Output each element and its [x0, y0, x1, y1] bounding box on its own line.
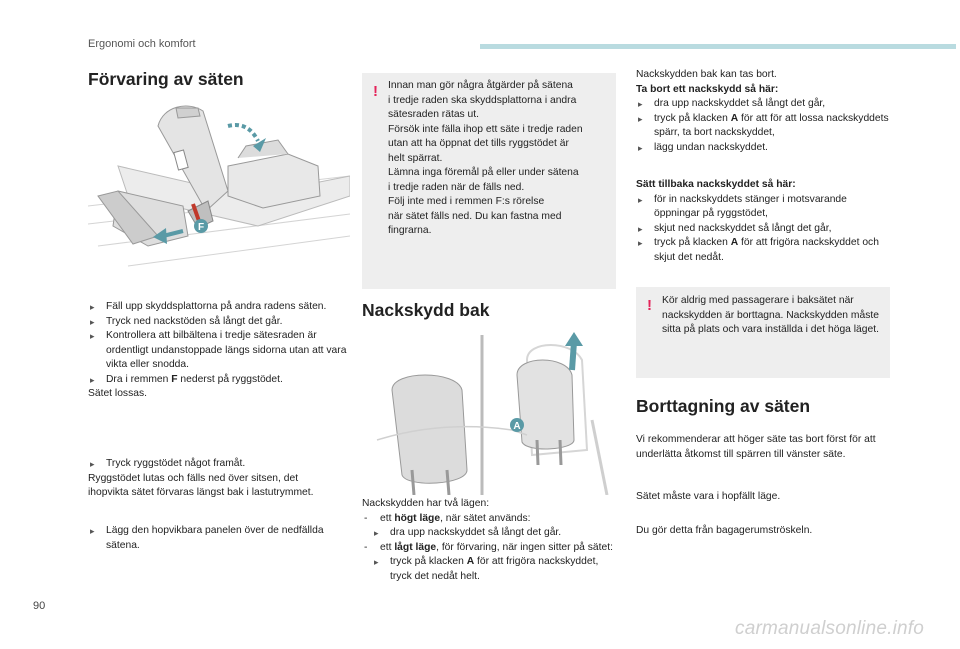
step-text-2: nederst på ryggstödet. [177, 373, 283, 385]
list-item: ▸ dra upp nackskyddet så långt det går, [636, 97, 892, 112]
high-prefix: ett [380, 512, 395, 524]
warning-line: i tredje raden när de fälls ned. [388, 181, 525, 193]
warning-line: fingrarna. [388, 225, 432, 236]
list-item [636, 112, 892, 141]
storage-steps-c [88, 524, 338, 553]
remove-title: Ta bort ett nackskydd så här: [636, 83, 779, 95]
high-rest: , när sätet används: [440, 512, 531, 524]
removal-p3: Du gör detta från bagagerumströskeln. [636, 525, 813, 536]
list-item: ▸ Lägg den hopvikbara panelen över de nedfällda sätena. [88, 524, 338, 553]
headrest-positions [362, 497, 618, 584]
removal-p1: Vi rekommenderar att höger säte tas bort först för att underlätta åtkomst till spärren till vänster säte. [636, 434, 876, 460]
low-rest: , för förvaring, när ingen sitter på sätet: [436, 541, 613, 553]
storage-steps-a [88, 300, 348, 402]
list-item [362, 512, 618, 527]
warning-line: i tredje raden ska skyddsplattorna i andra [388, 94, 577, 106]
figure-label-a: A [513, 421, 521, 432]
low-prefix: ett [380, 541, 395, 553]
warning-text: Kör aldrig med passagerare i baksätet när nackskydden är borttagna. Nackskydden måste sitta på plats och vara inställda i det höga läget. [662, 295, 879, 335]
warning-icon: ! [373, 83, 378, 100]
list-item: ▸ dra upp nackskyddet så långt det går. [362, 526, 618, 541]
watermark: carmanualsonline.info [735, 618, 925, 639]
storage-title: Förvaring av säten [88, 69, 244, 89]
low-step-text-1: tryck på klacken [390, 556, 467, 567]
warning-text [388, 79, 610, 239]
warning-line: när sätet fälls ned. Du kan fastna med [388, 210, 562, 222]
low-step-text-2: för att frigöra nackskyddet, tryck det nedåt helt. [390, 556, 599, 582]
storage-steps-b [88, 457, 338, 501]
strap-label: F [171, 373, 178, 385]
list-item: ▸ skjut ned nackskyddet så långt det går, [636, 222, 892, 237]
warning-line: helt spärrat. [388, 152, 443, 164]
section-header: Ergonomi och komfort [88, 38, 196, 50]
low-position-label: lågt läge [394, 541, 437, 553]
headrest-refit [636, 178, 892, 265]
list-item [636, 236, 892, 265]
list-item [362, 541, 618, 556]
removal-title: Borttagning av säten [636, 396, 811, 416]
list-item: ▸ lägg undan nackskyddet. [636, 141, 892, 156]
refit-step-text-1: tryck på klacken [654, 237, 731, 248]
remove-step-text-2: för att för att lossa nackskyddets spärr, ta bort nackskyddet, [654, 112, 889, 138]
list-item [362, 555, 618, 584]
warning-icon: ! [647, 297, 652, 314]
list-item: ▸ Kontrollera att bilbältena i tredje sätesraden är ordentligt undanstoppade längs sidorna utan att vara vikta eller snodda. [88, 329, 348, 373]
headrest-illustration [362, 330, 616, 495]
warning-box-seats [362, 73, 616, 289]
warning-line: utan att ha öppnat det tills ryggstödet är [388, 138, 569, 149]
warning-line: Lämna inga föremål på eller under sätena [388, 167, 579, 178]
header-bar [480, 44, 956, 49]
list-item: ▸ Tryck ned nackstöden så långt det går. [88, 315, 348, 330]
warning-box-headrest [636, 287, 890, 378]
remove-step-text-1: tryck på klacken [654, 112, 731, 124]
list-item: ▸ Fäll upp skyddsplattorna på andra radens säten. [88, 300, 348, 315]
high-position-label: högt läge [394, 512, 441, 524]
step-text-1: Dra i remmen [106, 373, 172, 385]
list-item: ▸ Tryck ryggstödet något framåt. [88, 457, 338, 472]
result-text: Ryggstödet lutas och fälls ned över sitsen, det ihopvikta sätet förvaras längst bak i lastutrymmet. [88, 472, 314, 498]
refit-step-text-2: för att frigöra nackskyddet och skjut det nedåt. [654, 237, 879, 263]
list-item: ▸ för in nackskyddets stänger i motsvarande öppningar på ryggstödet, [636, 193, 892, 222]
warning-line: sätesraden rätas ut. [388, 109, 480, 120]
page-number: 90 [33, 600, 46, 612]
lug-label: A [730, 237, 739, 248]
seat-folding-illustration [88, 96, 350, 276]
lug-label: A [466, 556, 475, 567]
warning-line: Följ inte med i remmen F:s rörelse [388, 196, 545, 207]
refit-title: Sätt tillbaka nackskyddet så här: [636, 179, 796, 190]
lug-label: A [730, 112, 739, 124]
removable-text: Nackskydden bak kan tas bort. [636, 69, 777, 80]
headrest-removal [636, 68, 892, 155]
warning-line: Försök inte fälla ihop ett säte i tredje raden [388, 123, 583, 135]
headrest-title: Nackskydd bak [362, 300, 490, 320]
removal-p2: Sätet måste vara i hopfällt läge. [636, 491, 781, 502]
result-text: Sätet lossas. [88, 388, 147, 399]
warning-line: Innan man gör några åtgärder på sätena [388, 80, 573, 91]
positions-intro: Nackskydden har två lägen: [362, 498, 490, 509]
figure-label-f: F [197, 222, 205, 233]
list-item [88, 373, 348, 388]
